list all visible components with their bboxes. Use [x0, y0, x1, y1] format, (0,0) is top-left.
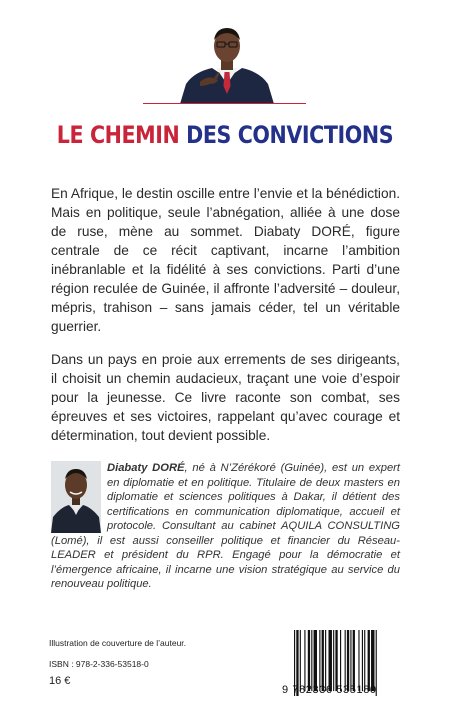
author-bio-photo-slot	[51, 461, 107, 533]
blurb-paragraph-2: Dans un pays en proie aux errements de ses dirigeants, il choisit un chemin audacieux, traçant une voie d’espoir pour la jeunesse. Ce livre raconte son combat, ses épreuves et ses victoires, rappelant qu’avec courage et détermination, tout devient possible.	[51, 352, 400, 443]
barcode-bar	[347, 630, 349, 691]
barcode-digits: 9 782336 535180	[282, 684, 377, 696]
barcode-bar	[350, 630, 351, 691]
blurb-paragraph-1: En Afrique, le destin oscille entre l’envie et la bénédiction. Mais en politique, seule l’abnégation, alliée à une dose de ruse, mène au sommet. Diabaty DORÉ, figure centrale de ce récit captivant, incarne l’ambition inébranlable et la fidélité à ses convictions. Parti d’une région reculée de Guinée, il affronte l’adversité – douleur, mépris, trahison – sans jamais céder, tel un véritable guerrier.	[51, 186, 400, 334]
barcode-bar	[335, 630, 337, 691]
author-bio	[51, 461, 400, 592]
bio-author-name: Diabaty DORÉ	[107, 462, 185, 474]
barcode-bar	[333, 630, 334, 691]
isbn: ISBN : 978-2-336-53518-0	[49, 659, 149, 669]
bio-text: , né à N’Zérékoré (Guinée), est un expert en diplomatie et en politique. Titulaire de deux masters en diplomatie et sciences politiques à Dakar, il détient des certifications en communication diplomatique, accueil et protocole. Consultant au cabinet AQUILA CONSULTING (Lomé), il est aussi conseiller politique et financier du Réseau-LEADER et président du RPR. Engagé pour la démocratie et l’émergence africaine, il incarne une vision stratégique au service du renouveau politique.	[51, 462, 400, 590]
barcode-bar	[371, 630, 374, 691]
barcode-bar	[353, 630, 355, 691]
barcode-bar	[304, 630, 305, 691]
barcode-bar	[358, 630, 359, 691]
author-cover-photo	[172, 20, 282, 104]
barcode-bar	[300, 630, 301, 691]
title-rule	[143, 103, 306, 104]
barcode-bar	[314, 630, 317, 691]
book-title	[32, 121, 419, 149]
title-part-red: LE CHEMIN	[56, 121, 180, 149]
barcode-bar	[364, 630, 365, 691]
barcode-bar	[368, 630, 370, 691]
barcode-bar	[340, 630, 341, 691]
barcode-bar	[319, 630, 320, 691]
blurb	[51, 184, 400, 459]
barcode-bar	[311, 630, 312, 691]
author-bio-photo	[51, 461, 101, 533]
barcode-bar	[322, 630, 324, 691]
price: 16 €	[49, 675, 71, 687]
title-part-blue: DES CONVICTIONS	[186, 121, 394, 149]
barcode-bar	[362, 630, 363, 691]
cover-credit: Illustration de couverture de l’auteur.	[49, 638, 187, 648]
barcode-bar	[329, 630, 332, 691]
barcode-bar	[345, 630, 346, 691]
barcode-bar	[308, 630, 310, 691]
barcode-bar	[325, 630, 326, 691]
